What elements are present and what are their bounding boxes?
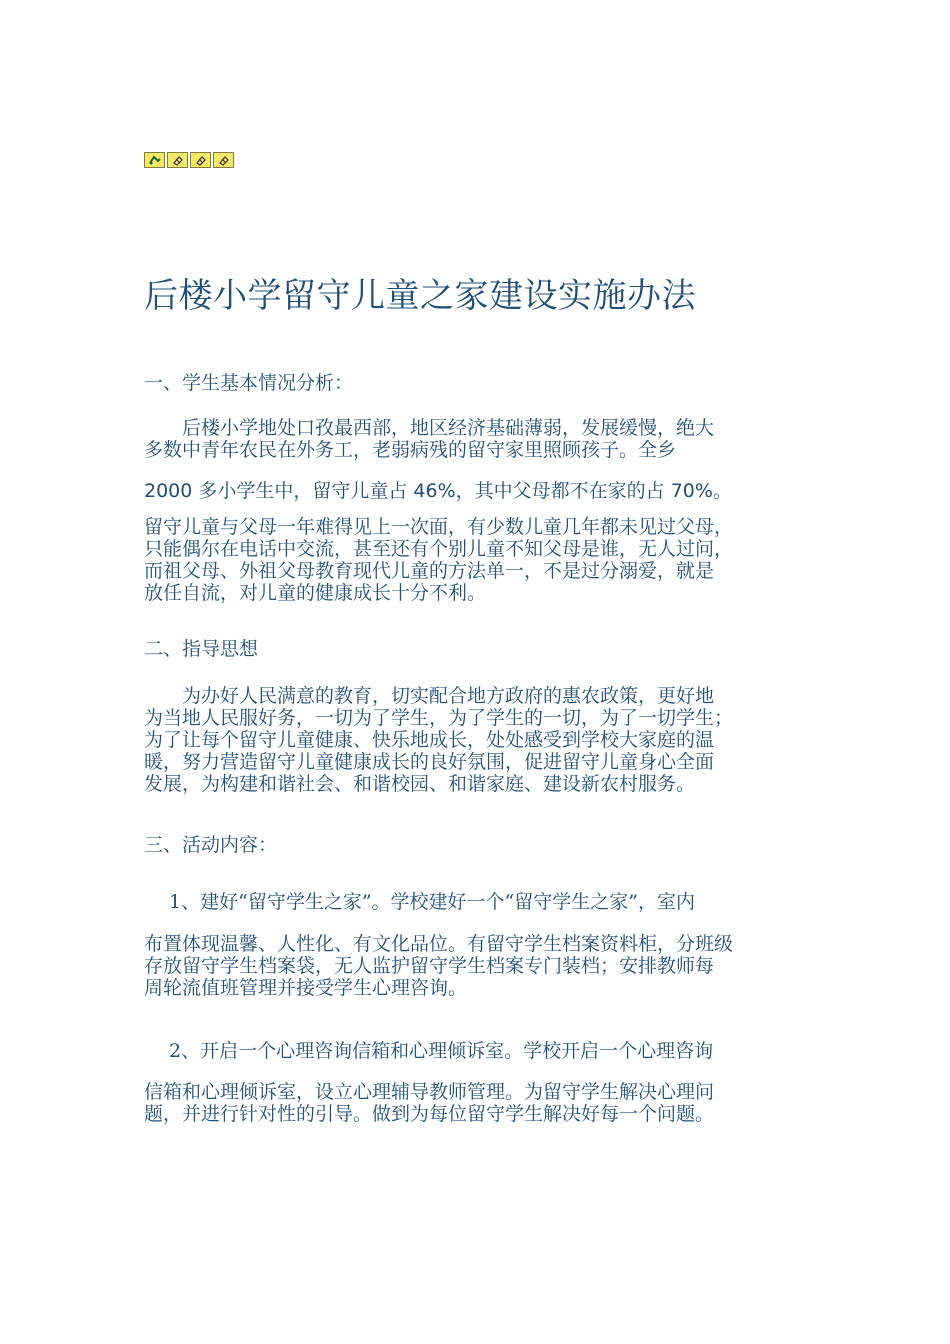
- document-title: 后楼小学留守儿童之家建设实施办法: [144, 276, 696, 316]
- paragraph-line: 2000 多小学生中，留守儿童占 46%，其中父母都不在家的占 70%。: [144, 480, 732, 502]
- section-1-paragraph-cont: [144, 516, 812, 604]
- paragraph-line: 后楼小学地处口孜最西部，地区经济基础薄弱，发展缓慢，绝大: [144, 417, 715, 439]
- section-1-stats-line: [144, 480, 812, 502]
- paragraph-line: 存放留守学生档案袋，无人监护留守学生档案专门装档；安排教师每: [144, 955, 715, 977]
- paragraph-line: 周轮流值班管理并接受学生心理咨询。: [144, 977, 468, 999]
- paragraph-line: 而祖父母、外祖父母教育现代儿童的方法单一，不是过分溺爱，就是: [144, 560, 715, 582]
- paragraph-line: 布置体现温馨、人性化、有文化品位。有留守学生档案资料柜，分班级: [144, 933, 734, 955]
- item-1-paragraph: [144, 933, 812, 999]
- item-2-first-line: [144, 1040, 812, 1062]
- paragraph-line: 题，并进行针对性的引导。做到为每位留守学生解决好每一个问题。: [144, 1103, 715, 1125]
- paragraph-line: 为办好人民满意的教育，切实配合地方政府的惠农政策，更好地: [144, 685, 715, 707]
- item-1-first-line: [144, 891, 812, 913]
- paragraph-line: 为了让每个留守儿童健康、快乐地成长，处处感受到学校大家庭的温: [144, 729, 715, 751]
- link-icon[interactable]: [190, 152, 211, 168]
- paragraph-line: 多数中青年农民在外务工，老弱病残的留守家里照顾孩子。全乡: [144, 439, 677, 461]
- paragraph-line: 2、开启一个心理咨询信箱和心理倾诉室。学校开启一个心理咨询: [144, 1040, 714, 1062]
- section-heading-1: 一、学生基本情况分析：: [144, 372, 354, 394]
- section-heading-2: 二、指导思想: [144, 638, 259, 660]
- paragraph-line: 放任自流，对儿童的健康成长十分不利。: [144, 582, 487, 604]
- paragraph-line: 暖，努力营造留守儿童健康成长的良好氛围，促进留守儿童身心全面: [144, 751, 715, 773]
- paragraph-line: 留守儿童与父母一年难得见上一次面，有少数儿童几年都未见过父母，: [144, 516, 734, 538]
- paragraph-line: 1、建好“留守学生之家”。学校建好一个“留守学生之家”，室内: [144, 891, 695, 913]
- paragraph-line: 只能偶尔在电话中交流，甚至还有个别儿童不知父母是谁，无人过问，: [144, 538, 734, 560]
- section-1-paragraph: [144, 417, 812, 461]
- section-2-paragraph: [144, 685, 812, 795]
- paragraph-line: 为当地人民服好务，一切为了学生，为了学生的一切，为了一切学生；: [144, 707, 734, 729]
- attach-icon[interactable]: [213, 152, 234, 168]
- item-2-paragraph: [144, 1081, 812, 1125]
- section-heading-3: 三、活动内容：: [144, 834, 278, 856]
- back-arrow-icon[interactable]: [144, 152, 165, 168]
- paragraph-line: 信箱和心理倾诉室，设立心理辅导教师管理。为留守学生解决心理问: [144, 1081, 715, 1103]
- paragraph-line: 发展，为构建和谐社会、和谐校园、和谐家庭、建设新农村服务。: [144, 773, 696, 795]
- refresh-icon[interactable]: [167, 152, 188, 168]
- toolbar: [144, 152, 234, 168]
